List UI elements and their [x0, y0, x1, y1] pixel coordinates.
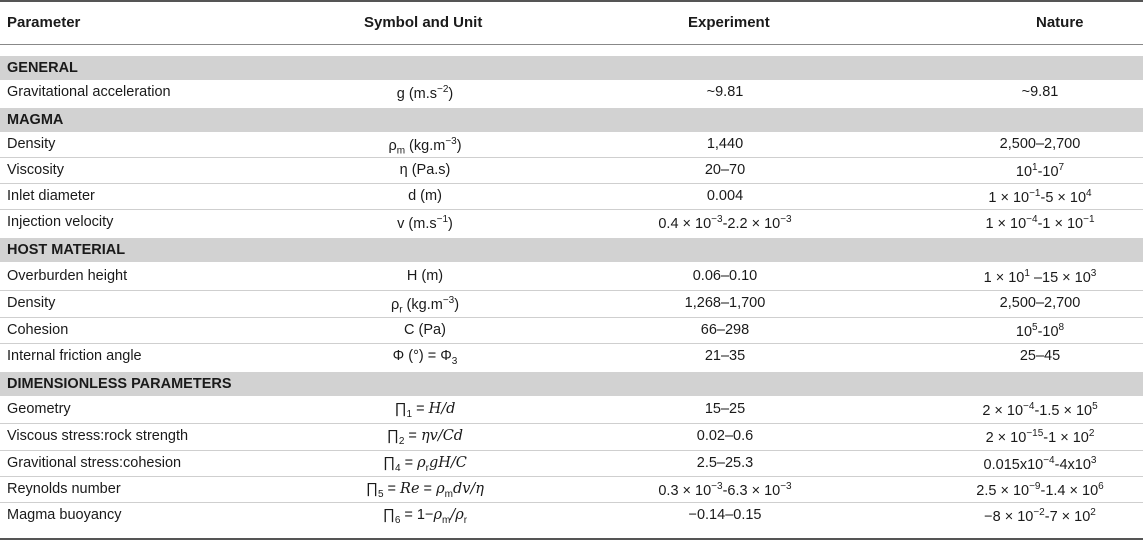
table-row — [0, 451, 1143, 477]
row-symbol: Φ (°) = $\Phi_3$ — [392, 348, 458, 367]
section-dimensionless-label: DIMENSIONLESS PARAMETERS — [7, 376, 232, 392]
row-symbol: $\prod_4 = \rho_rgH/C$ — [383, 455, 467, 474]
row-symbol: $\prod_5 = Re = \rho_mdv/\eta$ — [366, 481, 484, 500]
row-parameter: Gravitational acceleration — [7, 84, 171, 100]
header-parameter: Parameter — [7, 14, 81, 31]
table-row — [0, 158, 1143, 184]
row-parameter: Gravitional stress:cohesion — [7, 455, 182, 471]
row-nature: $2 \times 10^{-4}-1.5 \times 10^5$ — [982, 401, 1098, 419]
row-experiment: 0.004 — [706, 188, 744, 204]
row-parameter: Injection velocity — [7, 214, 114, 230]
header-experiment: Experiment — [688, 14, 770, 31]
row-symbol: v $(m.s^{-1})$ — [397, 214, 453, 232]
row-nature: $10^1-10^7$ — [1015, 162, 1065, 180]
row-parameter: Inlet diameter — [7, 188, 95, 204]
table-row — [0, 477, 1143, 503]
table-row — [0, 132, 1143, 158]
row-nature: $0.015x10^{-4}-4x10^3$ — [983, 455, 1097, 473]
row-symbol: η (Pa.s) — [399, 162, 451, 178]
row-nature: $1 \times 10^1$ $-15 \times 10^3$ — [983, 268, 1097, 286]
row-experiment: 66–298 — [700, 322, 750, 338]
row-nature: $1 \times 10^{-1}-5 \times 10^4$ — [988, 188, 1092, 206]
row-experiment: $0.3 \times 10^{-3}-6.3 \times 10^{-3}$ — [658, 481, 792, 499]
row-experiment: 21–35 — [704, 348, 746, 364]
row-nature: ~9.81 — [1021, 84, 1059, 100]
section-magma-label: MAGMA — [7, 112, 64, 128]
row-parameter: Geometry — [7, 401, 71, 417]
row-experiment: ~9.81 — [706, 84, 744, 100]
row-symbol: $\prod_2 = \eta v/Cd$ — [386, 428, 464, 447]
row-symbol: H (m) — [406, 268, 444, 284]
section-general-label: GENERAL — [7, 60, 78, 76]
row-parameter: Overburden height — [7, 268, 128, 284]
row-experiment: 0.02–0.6 — [696, 428, 754, 444]
table-row — [0, 184, 1143, 210]
table-header-row — [0, 0, 1143, 45]
table-row — [0, 397, 1143, 423]
row-experiment: 0.06–0.10 — [692, 268, 758, 284]
table-row — [0, 291, 1143, 317]
row-parameter: Cohesion — [7, 322, 69, 338]
row-symbol: $\rho_m$ $(kg.m^{-3})$ — [388, 136, 462, 157]
section-host-material-label: HOST MATERIAL — [7, 242, 126, 258]
section-host-material — [0, 238, 1143, 262]
row-symbol: g $(m.s^{-2})$ — [396, 84, 454, 102]
section-magma — [0, 108, 1143, 132]
row-nature: $1 \times 10^{-4}-1 \times 10^{-1}$ — [985, 214, 1095, 232]
row-parameter: Viscosity — [7, 162, 64, 178]
row-parameter: Internal friction angle — [7, 348, 142, 364]
row-parameter: Density — [7, 136, 56, 152]
header-nature: Nature — [1036, 14, 1084, 31]
row-parameter: Density — [7, 295, 56, 311]
header-divider — [0, 44, 1143, 45]
row-nature: 2,500–2,700 — [999, 136, 1081, 152]
row-experiment: 15–25 — [704, 401, 746, 417]
row-experiment: −0.14–0.15 — [688, 507, 762, 523]
row-parameter: Reynolds number — [7, 481, 121, 497]
row-experiment: 2.5–25.3 — [696, 455, 754, 471]
header-symbol-unit: Symbol and Unit — [364, 14, 483, 31]
row-experiment: 20–70 — [704, 162, 746, 178]
row-nature: $-8 \times 10^{-2}-7 \times 10^2$ — [984, 507, 1096, 525]
section-dimensionless — [0, 372, 1143, 396]
row-experiment: 1,268–1,700 — [684, 295, 766, 311]
table-row — [0, 80, 1143, 106]
row-symbol: $\rho_r$ $(kg.m^{-3})$ — [390, 295, 460, 316]
row-nature: $2.5 \times 10^{-9}-1.4 \times 10^6$ — [976, 481, 1104, 499]
row-parameter: Magma buoyancy — [7, 507, 122, 523]
table-row — [0, 318, 1143, 344]
row-nature: $10^5-10^8$ — [1015, 322, 1065, 340]
table-row — [0, 424, 1143, 450]
table-row — [0, 210, 1143, 236]
row-symbol: $\prod_6 = 1-\rho_m/\rho_r$ — [382, 507, 468, 526]
table-row — [0, 264, 1143, 290]
row-nature: $2 \times 10^{-15}-1 \times 10^2$ — [985, 428, 1095, 446]
table-row — [0, 344, 1143, 370]
row-symbol: d (m) — [408, 188, 442, 204]
row-experiment: $0.4 \times 10^{-3}-2.2 \times 10^{-3}$ — [658, 214, 792, 232]
table-row — [0, 503, 1143, 529]
row-symbol: C (Pa) — [404, 322, 446, 338]
row-parameter: Viscous stress:rock strength — [7, 428, 189, 444]
row-symbol: $\prod_1 = H/d$ — [394, 401, 456, 420]
row-nature: 25–45 — [1019, 348, 1061, 364]
row-experiment: 1,440 — [706, 136, 744, 152]
row-nature: 2,500–2,700 — [999, 295, 1081, 311]
section-general — [0, 56, 1143, 80]
